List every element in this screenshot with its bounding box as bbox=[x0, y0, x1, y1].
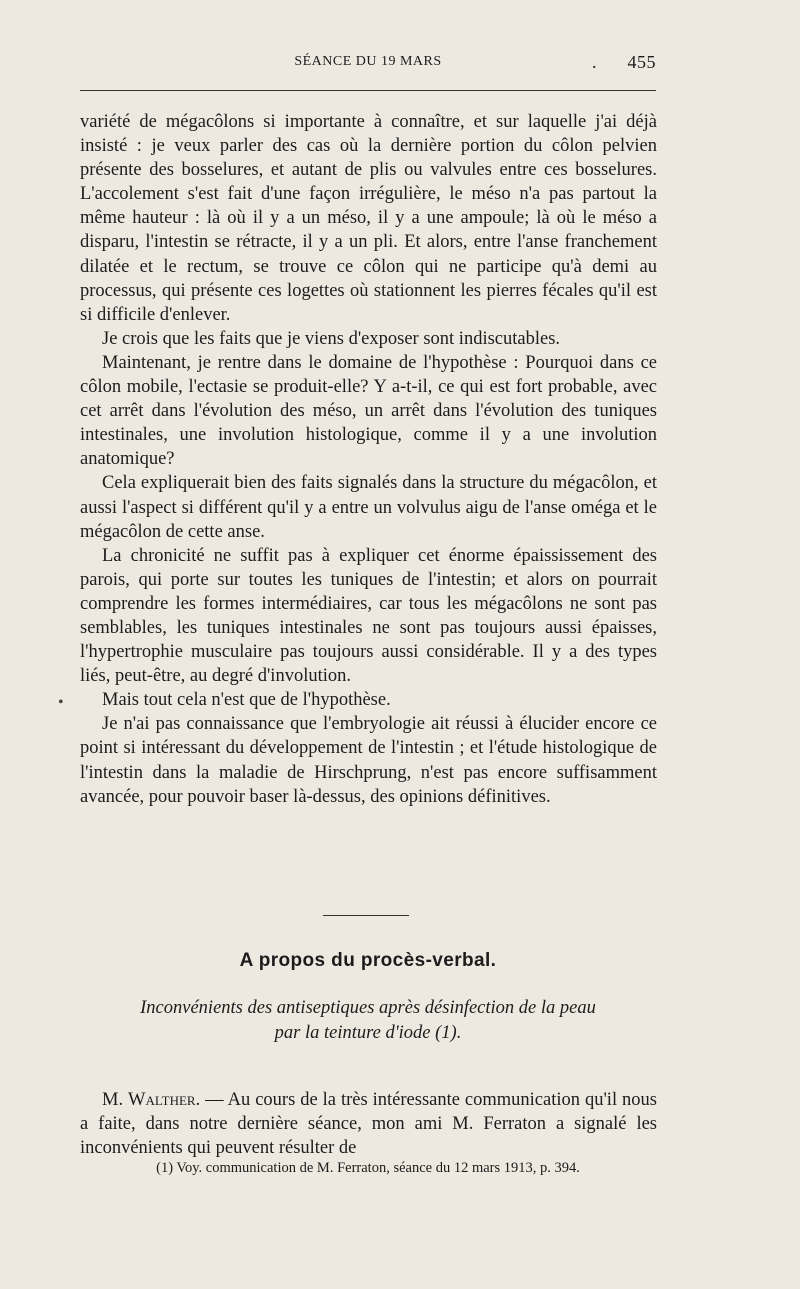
speaker-name: Walther. bbox=[128, 1089, 201, 1110]
paragraph: Maintenant, je rentre dans le domaine de l'hypothèse : Pourquoi dans ce côlon mobile, l'ectasie se produit-elle? Y a-t-il, ce qui est fort probable, avec cet arrêt dans l'évolution des méso, un arrêt dans l'évolution des tuniques intestinales, une involution histologique, comme il y a une involution anatomique? bbox=[80, 352, 657, 470]
paragraph: Je n'ai pas connaissance que l'embryologie ait réussi à élucider encore ce point si intéressant du développement de l'intestin ; et l'étude histologique de l'intestin dans la maladie de Hirschprung, n'est pas encore suffisamment avancée, pour pouvoir baser là-dessus, des opinions définitives. bbox=[80, 714, 657, 807]
subtitle-line: Inconvénients des antiseptiques après désinfection de la peau bbox=[140, 998, 596, 1018]
speech-text: — Au cours de la très intéressante communication qu'il nous a faite, dans notre dernière séance, mon ami M. Ferraton a signalé les inconvénients qui peuvent résulter de bbox=[80, 1089, 658, 1159]
running-head-title: SÉANCE DU 19 MARS bbox=[294, 54, 442, 69]
running-head bbox=[80, 52, 656, 76]
footnote: (1) Voy. communication de M. Ferraton, séance du 12 mars 1913, p. 394. bbox=[156, 1160, 580, 1176]
header-rule bbox=[80, 90, 656, 91]
paragraph: Je crois que les faits que je viens d'exposer sont indiscutables. bbox=[102, 328, 561, 349]
section-divider bbox=[323, 915, 409, 916]
body-text bbox=[80, 110, 657, 809]
speaker-paragraph bbox=[80, 1088, 657, 1161]
speaker-prefix: M. bbox=[102, 1089, 124, 1110]
margin-mark: • bbox=[58, 694, 64, 711]
paragraph: La chronicité ne suffit pas à expliquer cet énorme épaississement des parois, qui porte sur toutes les tuniques de l'intestin; et alors on pourrait comprendre les formes intermédiaires, car tous les mégacôlons ne sont pas semblables, les tuniques intestinales ne sont pas toujours aussi épaisses, l'hypertrophie musculaire pas toujours aussi considérable. Il y a des types liés, peut-être, au degré d'involution. bbox=[80, 545, 657, 687]
section-subtitle bbox=[80, 996, 656, 1046]
section-title: A propos du procès-verbal. bbox=[239, 950, 497, 971]
paragraph: Mais tout cela n'est que de l'hypothèse. bbox=[102, 690, 391, 711]
paragraph: Cela expliquerait bien des faits signalés dans la structure du mégacôlon, et aussi l'aspect si différent qu'il y a entre un volvulus aigu de l'anse oméga et le mégacôlon de cette anse. bbox=[80, 473, 657, 542]
paragraph-continuation: variété de mégacôlons si importante à connaître, et sur laquelle j'ai déjà insisté : je veux parler des cas où la dernière portion du côlon pelvien présente des bosselures, et autant de plis ou valvules entre ces bosselures. L'accolement s'est fait d'une façon irrégulière, le méso n'a pas partout la même hauteur : là où il y a un méso, il y a une ampoule; là où le méso a disparu, l'intestin se rétracte, il y a un pli. Et alors, entre l'anse franchement dilatée et le rectum, se trouve ce côlon qui ne participe qu'à demi au processus, qui présente ces logettes où stationnent les pierres fécales qu'il est si difficile d'enlever. bbox=[80, 112, 657, 325]
subtitle-line: par la teinture d'iode (1). bbox=[274, 1023, 462, 1043]
page-number: 455 bbox=[627, 52, 656, 72]
running-head-dot: . bbox=[592, 52, 597, 72]
